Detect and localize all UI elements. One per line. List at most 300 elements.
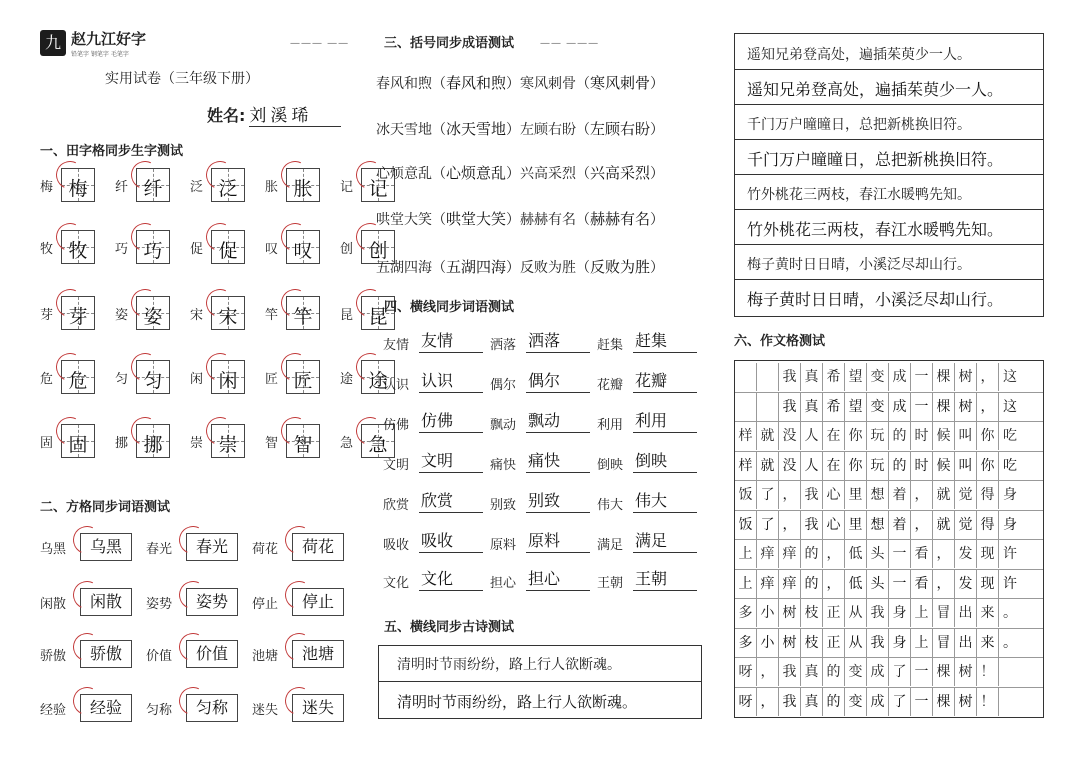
- essay-cell: 没: [779, 422, 801, 450]
- section-4-heading: 四、横线同步词语测试: [384, 300, 515, 315]
- answer-char: 挪: [143, 434, 163, 456]
- essay-cell: 你: [845, 452, 867, 480]
- essay-cell: [757, 363, 779, 391]
- essay-cell: 希: [823, 393, 845, 421]
- essay-cell: ，: [977, 363, 999, 391]
- answer-word: 伟大: [633, 490, 697, 513]
- prompt-word: 利用: [597, 418, 624, 433]
- essay-cell: 出: [955, 629, 977, 657]
- prompt-word: 价值: [146, 648, 173, 664]
- line-item: [383, 370, 490, 393]
- essay-cell: 树: [779, 629, 801, 657]
- poem-separator: [735, 104, 1043, 105]
- essay-cell: 小: [757, 629, 779, 657]
- fangge-item: [252, 588, 358, 616]
- prompt-word: 倒映: [597, 458, 624, 473]
- poem-handwritten-line: 遥知兄弟登高处，遍插茱萸少一人。: [747, 80, 1004, 99]
- prompt-char: 泛: [190, 179, 204, 195]
- answer-word: 赶集: [633, 330, 697, 353]
- fangge-row: [40, 588, 358, 616]
- essay-cell: 里: [845, 511, 867, 539]
- essay-cell: 真: [801, 363, 823, 391]
- tianzige-box: [61, 360, 95, 394]
- brand-logo: [40, 28, 146, 58]
- line-item: [490, 370, 597, 393]
- essay-cell: 树: [955, 363, 977, 391]
- line-item: [490, 530, 597, 553]
- prompt-word: 闲散: [40, 596, 67, 612]
- answer-box: [80, 588, 132, 616]
- name-row: [207, 101, 341, 127]
- prompt-word: 飘动: [490, 418, 517, 433]
- essay-cell: 想: [867, 511, 889, 539]
- essay-row: [735, 363, 1021, 391]
- essay-cell: 饭: [735, 511, 757, 539]
- tianzige-box: [286, 230, 320, 264]
- line-item: [490, 450, 597, 473]
- answer-char: 促: [218, 240, 238, 262]
- bracket-row: 春风和煦（春风和煦）寒风刺骨（寒风刺骨）: [376, 74, 665, 92]
- essay-cell: 我: [867, 629, 889, 657]
- essay-cell: 得: [977, 481, 999, 509]
- answer-word: 迷失: [301, 698, 334, 717]
- essay-cell: 的: [823, 688, 845, 716]
- essay-cell: [735, 393, 757, 421]
- essay-row: [735, 511, 1021, 539]
- tianzige-box: [136, 230, 170, 264]
- line-row: [383, 490, 704, 513]
- tianzige-item: [115, 296, 190, 330]
- prompt-char: 叹: [265, 241, 279, 257]
- essay-cell: 变: [867, 393, 889, 421]
- essay-cell: 在: [823, 452, 845, 480]
- poem-separator: [735, 69, 1043, 70]
- idiom-answer: 哄堂大笑: [446, 210, 507, 228]
- poem-print: 清明时节雨纷纷，路上行人欲断魂。: [397, 657, 621, 673]
- essay-cell: ，: [933, 540, 955, 568]
- tianzige-item: [40, 424, 115, 458]
- prompt-word: 仿佛: [383, 418, 410, 433]
- essay-cell: ，: [779, 511, 801, 539]
- answer-char: 危: [68, 370, 88, 392]
- tianzige-box: [136, 168, 170, 202]
- answer-word: 仿佛: [419, 410, 483, 433]
- idiom-answer: 左顾右盼: [590, 120, 651, 138]
- answer-char: 姿: [143, 306, 163, 328]
- answer-char: 宋: [218, 306, 238, 328]
- answer-word: 姿势: [195, 592, 228, 611]
- answer-box: [292, 694, 344, 722]
- fangge-item: [146, 588, 252, 616]
- essay-cell: 树: [779, 599, 801, 627]
- essay-cell: 上: [911, 629, 933, 657]
- tianzige-item: [190, 230, 265, 264]
- essay-cell: 棵: [933, 688, 955, 716]
- essay-cell: 痒: [757, 570, 779, 598]
- essay-cell: 了: [757, 511, 779, 539]
- tianzige-item: [190, 360, 265, 394]
- idiom-answer: 赫赫有名: [590, 210, 651, 228]
- essay-cell: 树: [955, 393, 977, 421]
- prompt-word: 姿势: [146, 596, 173, 612]
- prompt-word: 迷失: [252, 702, 279, 718]
- fangge-item: [252, 694, 358, 722]
- prompt-char: 竿: [265, 307, 279, 323]
- answer-word: 原料: [526, 530, 590, 553]
- name-value: 刘溪琋: [249, 101, 341, 127]
- essay-cell: 人: [801, 422, 823, 450]
- tianzige-box: [286, 296, 320, 330]
- essay-cell: 变: [867, 363, 889, 391]
- essay-cell: 我: [801, 511, 823, 539]
- answer-char: 创: [368, 240, 388, 262]
- essay-cell: 一: [889, 540, 911, 568]
- essay-cell: 样: [735, 452, 757, 480]
- prompt-char: 危: [40, 371, 54, 387]
- prompt-char: 宋: [190, 307, 204, 323]
- essay-row: [735, 629, 1021, 657]
- essay-cell: 树: [955, 688, 977, 716]
- essay-cell: [999, 688, 1021, 716]
- answer-char: 匠: [293, 370, 313, 392]
- tianzige-item: [115, 230, 190, 264]
- essay-cell: 真: [801, 393, 823, 421]
- prompt-char: 固: [40, 435, 54, 451]
- prompt-char: 匀: [115, 371, 129, 387]
- essay-cell: 我: [779, 688, 801, 716]
- answer-word: 荷花: [301, 537, 334, 556]
- essay-cell: 上: [735, 540, 757, 568]
- essay-cell: 从: [845, 629, 867, 657]
- answer-char: 巧: [143, 240, 163, 262]
- essay-cell: 冒: [933, 629, 955, 657]
- answer-word: 欣赏: [419, 490, 483, 513]
- tianzige-row: [40, 230, 415, 264]
- prompt-word: 认识: [383, 378, 410, 393]
- tianzige-item: [265, 424, 340, 458]
- line-item: [383, 450, 490, 473]
- answer-word: 骄傲: [89, 644, 122, 663]
- tianzige-item: [40, 230, 115, 264]
- essay-cell: 低: [845, 570, 867, 598]
- essay-cell: ，: [779, 481, 801, 509]
- essay-cell: ，: [911, 481, 933, 509]
- essay-cell: 着: [889, 511, 911, 539]
- prompt-word: 偶尔: [490, 378, 517, 393]
- answer-char: 智: [293, 434, 313, 456]
- bracket-row: 五湖四海（五湖四海）反败为胜（反败为胜）: [376, 258, 665, 276]
- answer-char: 闲: [218, 370, 238, 392]
- poem-print-line: 梅子黄时日日晴，小溪泛尽却山行。: [747, 257, 971, 273]
- essay-cell: 许: [1003, 546, 1017, 562]
- answer-word: 花瓣: [633, 370, 697, 393]
- line-row: [383, 330, 704, 353]
- answer-char: 叹: [293, 240, 313, 262]
- fangge-item: [252, 533, 358, 561]
- essay-cell: 一: [889, 570, 911, 598]
- bracket-row: 冰天雪地（冰天雪地）左顾右盼（左顾右盼）: [376, 120, 665, 138]
- answer-box: [292, 640, 344, 668]
- essay-cell: [757, 393, 779, 421]
- essay-cell: [999, 658, 1021, 686]
- fangge-item: [40, 588, 146, 616]
- line-item: [597, 370, 704, 393]
- essay-cell: 许: [1003, 575, 1017, 592]
- essay-cell: 想: [867, 481, 889, 509]
- essay-cell: 吃: [1003, 428, 1017, 444]
- essay-cell: 你: [845, 422, 867, 450]
- essay-cell: 看: [911, 570, 933, 598]
- answer-box: [292, 533, 344, 561]
- tianzige-row: [40, 424, 415, 458]
- essay-grid: [734, 360, 1044, 718]
- essay-cell: 就: [757, 422, 779, 450]
- line-item: [383, 330, 490, 353]
- tianzige-box: [286, 424, 320, 458]
- prompt-char: 记: [340, 179, 354, 195]
- prompt-word: 匀称: [146, 702, 173, 718]
- answer-char: 牧: [68, 240, 88, 262]
- prompt-word: 文明: [383, 458, 410, 473]
- idiom-prompt: 左顾右盼: [520, 122, 577, 138]
- answer-word: 偶尔: [526, 370, 590, 393]
- poem-handwritten-line: 千门万户曈曈日，总把新桃换旧符。: [747, 150, 1004, 169]
- answer-char: 匀: [143, 370, 163, 392]
- section-5-heading: 五、横线同步古诗测试: [384, 620, 515, 635]
- essay-cell: 的: [801, 570, 823, 598]
- tianzige-box: [286, 360, 320, 394]
- essay-cell: [735, 363, 757, 391]
- essay-cell: 成: [889, 363, 911, 391]
- tianzige-item: [40, 168, 115, 202]
- essay-cell: 正: [823, 599, 845, 627]
- answer-char: 急: [368, 434, 388, 456]
- prompt-word: 春光: [146, 541, 173, 557]
- essay-cell: 头: [867, 570, 889, 598]
- answer-word: 王朝: [633, 568, 697, 591]
- essay-cell: 我: [779, 393, 801, 421]
- tianzige-box: [361, 168, 395, 202]
- answer-box: [186, 533, 238, 561]
- answer-word: 友情: [419, 330, 483, 353]
- idiom-prompt: 赫赫有名: [520, 212, 577, 228]
- logo-mark: 九: [40, 30, 66, 56]
- essay-cell: 的: [889, 422, 911, 450]
- essay-cell: 心: [823, 481, 845, 509]
- poem-handwritten: 清明时节雨纷纷，路上行人欲断魂。: [397, 693, 638, 711]
- essay-cell: 身: [889, 599, 911, 627]
- line-item: [597, 330, 704, 353]
- essay-cell: 时: [911, 452, 933, 480]
- answer-box: [186, 640, 238, 668]
- answer-word: 利用: [633, 410, 697, 433]
- bracket-row: 哄堂大笑（哄堂大笑）赫赫有名（赫赫有名）: [376, 210, 665, 228]
- essay-cell: 我: [867, 599, 889, 627]
- essay-cell: 多: [735, 629, 757, 657]
- essay-cell: 棵: [933, 393, 955, 421]
- essay-cell: 成: [889, 393, 911, 421]
- poem-separator: [735, 279, 1043, 280]
- poem-separator: [735, 209, 1043, 210]
- tianzige-box: [361, 230, 395, 264]
- tianzige-box: [61, 296, 95, 330]
- idiom-prompt: 春风和煦: [376, 76, 432, 92]
- line-item: [490, 490, 597, 513]
- section-2-heading: 二、方格同步词语测试: [40, 500, 171, 515]
- essay-cell: 希: [823, 363, 845, 391]
- page-title: 实用试卷（三年级下册）: [105, 71, 259, 87]
- essay-cell: 正: [823, 629, 845, 657]
- essay-cell: 的: [823, 658, 845, 686]
- essay-cell: 冒: [933, 599, 955, 627]
- tianzige-item: [265, 168, 340, 202]
- line-row: [383, 530, 704, 553]
- essay-cell: 望: [845, 393, 867, 421]
- tianzige-item: [265, 360, 340, 394]
- prompt-word: 荷花: [252, 541, 279, 557]
- idiom-answer: 心烦意乱: [446, 164, 507, 182]
- idiom-prompt: 寒风刺骨: [520, 76, 577, 92]
- fangge-row: [40, 533, 358, 561]
- essay-cell: 上: [735, 570, 757, 598]
- essay-row: [735, 599, 1021, 627]
- answer-box: [292, 588, 344, 616]
- answer-char: 梅: [68, 178, 88, 200]
- section-3-heading: 三、括号同步成语测试: [384, 36, 515, 51]
- answer-char: 泛: [218, 178, 238, 200]
- prompt-char: 促: [190, 241, 204, 257]
- answer-word: 倒映: [633, 450, 697, 473]
- idiom-answer: 反败为胜: [590, 258, 651, 276]
- essay-cell: 时: [911, 422, 933, 450]
- essay-cell: 痒: [757, 540, 779, 568]
- essay-cell: 身: [1003, 516, 1017, 533]
- essay-cell: 觉: [955, 511, 977, 539]
- essay-cell: 发: [955, 540, 977, 568]
- essay-cell: 枝: [801, 629, 823, 657]
- essay-cell: 的: [801, 540, 823, 568]
- essay-cell: 呀: [735, 688, 757, 716]
- prompt-word: 池塘: [252, 648, 279, 664]
- idiom-prompt: 冰天雪地: [376, 122, 432, 138]
- essay-cell: 吃: [1003, 457, 1017, 474]
- essay-cell: ，: [911, 511, 933, 539]
- essay-cell: 现: [977, 540, 999, 568]
- answer-box: [80, 694, 132, 722]
- answer-box: [80, 640, 132, 668]
- fangge-item: [40, 533, 146, 561]
- tianzige-box: [136, 424, 170, 458]
- answer-char: 芽: [68, 306, 88, 328]
- tianzige-box: [211, 230, 245, 264]
- poem-print-line: 千门万户曈曈日，总把新桃换旧符。: [747, 117, 971, 133]
- poem-print-line: 遥知兄弟登高处，遍插茱萸少一人。: [747, 47, 971, 63]
- essay-cell: ，: [823, 570, 845, 598]
- prompt-char: 匠: [265, 371, 279, 387]
- answer-box: [186, 588, 238, 616]
- essay-cell: 枝: [801, 599, 823, 627]
- prompt-word: 伟大: [597, 498, 624, 513]
- prompt-char: 芽: [40, 307, 54, 323]
- essay-cell: 头: [867, 540, 889, 568]
- essay-row: [735, 570, 1021, 598]
- fangge-item: [40, 640, 146, 668]
- answer-word: 闲散: [89, 592, 122, 611]
- answer-char: 途: [368, 370, 388, 392]
- logo-subtitle: 铅笔字 钢笔字 毛笔字: [71, 51, 129, 58]
- line-item: [597, 568, 704, 591]
- tianzige-item: [40, 296, 115, 330]
- poem-table: [734, 33, 1044, 317]
- prompt-word: 经验: [40, 702, 67, 718]
- essay-cell: 成: [867, 688, 889, 716]
- prompt-char: 牧: [40, 241, 54, 257]
- answer-char: 固: [68, 434, 88, 456]
- line-item: [383, 530, 490, 553]
- answer-word: 文明: [419, 450, 483, 473]
- answer-word: 痛快: [526, 450, 590, 473]
- line-row: [383, 410, 704, 433]
- essay-cell: 这: [1003, 369, 1017, 385]
- fangge-row: [40, 694, 358, 722]
- tianzige-box: [136, 296, 170, 330]
- prompt-char: 闲: [190, 371, 204, 387]
- prompt-char: 纤: [115, 179, 129, 195]
- essay-cell: ，: [933, 570, 955, 598]
- essay-cell: 样: [735, 422, 757, 450]
- line-item: [383, 568, 490, 591]
- idiom-prompt: 哄堂大笑: [376, 212, 432, 228]
- poem-separator: [735, 139, 1043, 140]
- poem-handwritten-line: 梅子黄时日日晴，小溪泛尽却山行。: [747, 290, 1004, 309]
- logo-name: 赵九江好字: [71, 30, 147, 48]
- essay-cell: 候: [933, 422, 955, 450]
- essay-cell: 这: [1003, 398, 1017, 415]
- essay-cell: 呀: [735, 658, 757, 686]
- fangge-item: [146, 694, 252, 722]
- essay-row: [735, 422, 1021, 450]
- prompt-word: 乌黑: [40, 541, 67, 557]
- prompt-char: 智: [265, 435, 279, 451]
- essay-cell: 变: [845, 688, 867, 716]
- tianzige-item: [265, 296, 340, 330]
- tianzige-row: [40, 168, 415, 202]
- prompt-char: 创: [340, 241, 354, 257]
- prompt-char: 胀: [265, 179, 279, 195]
- tianzige-item: [115, 168, 190, 202]
- tianzige-box: [211, 296, 245, 330]
- answer-char: 胀: [293, 178, 313, 200]
- essay-cell: 变: [845, 658, 867, 686]
- essay-row: [735, 393, 1021, 421]
- prompt-word: 王朝: [597, 576, 624, 591]
- poem-handwritten-line: 竹外桃花三两枝，春江水暖鸭先知。: [747, 220, 1004, 239]
- prompt-word: 痛快: [490, 458, 517, 473]
- essay-cell: 发: [955, 570, 977, 598]
- fangge-item: [40, 694, 146, 722]
- essay-cell: 得: [977, 511, 999, 539]
- essay-cell: ，: [757, 658, 779, 686]
- essay-cell: 来: [977, 599, 999, 627]
- essay-cell: ，: [757, 688, 779, 716]
- essay-cell: 小: [757, 599, 779, 627]
- line-item: [490, 330, 597, 353]
- essay-cell: 低: [845, 540, 867, 568]
- section-6-heading: 六、作文格测试: [734, 334, 826, 349]
- section-1-heading: 一、田字格同步生字测试: [40, 144, 184, 159]
- essay-cell: 身: [1003, 487, 1017, 503]
- line-item: [490, 568, 597, 591]
